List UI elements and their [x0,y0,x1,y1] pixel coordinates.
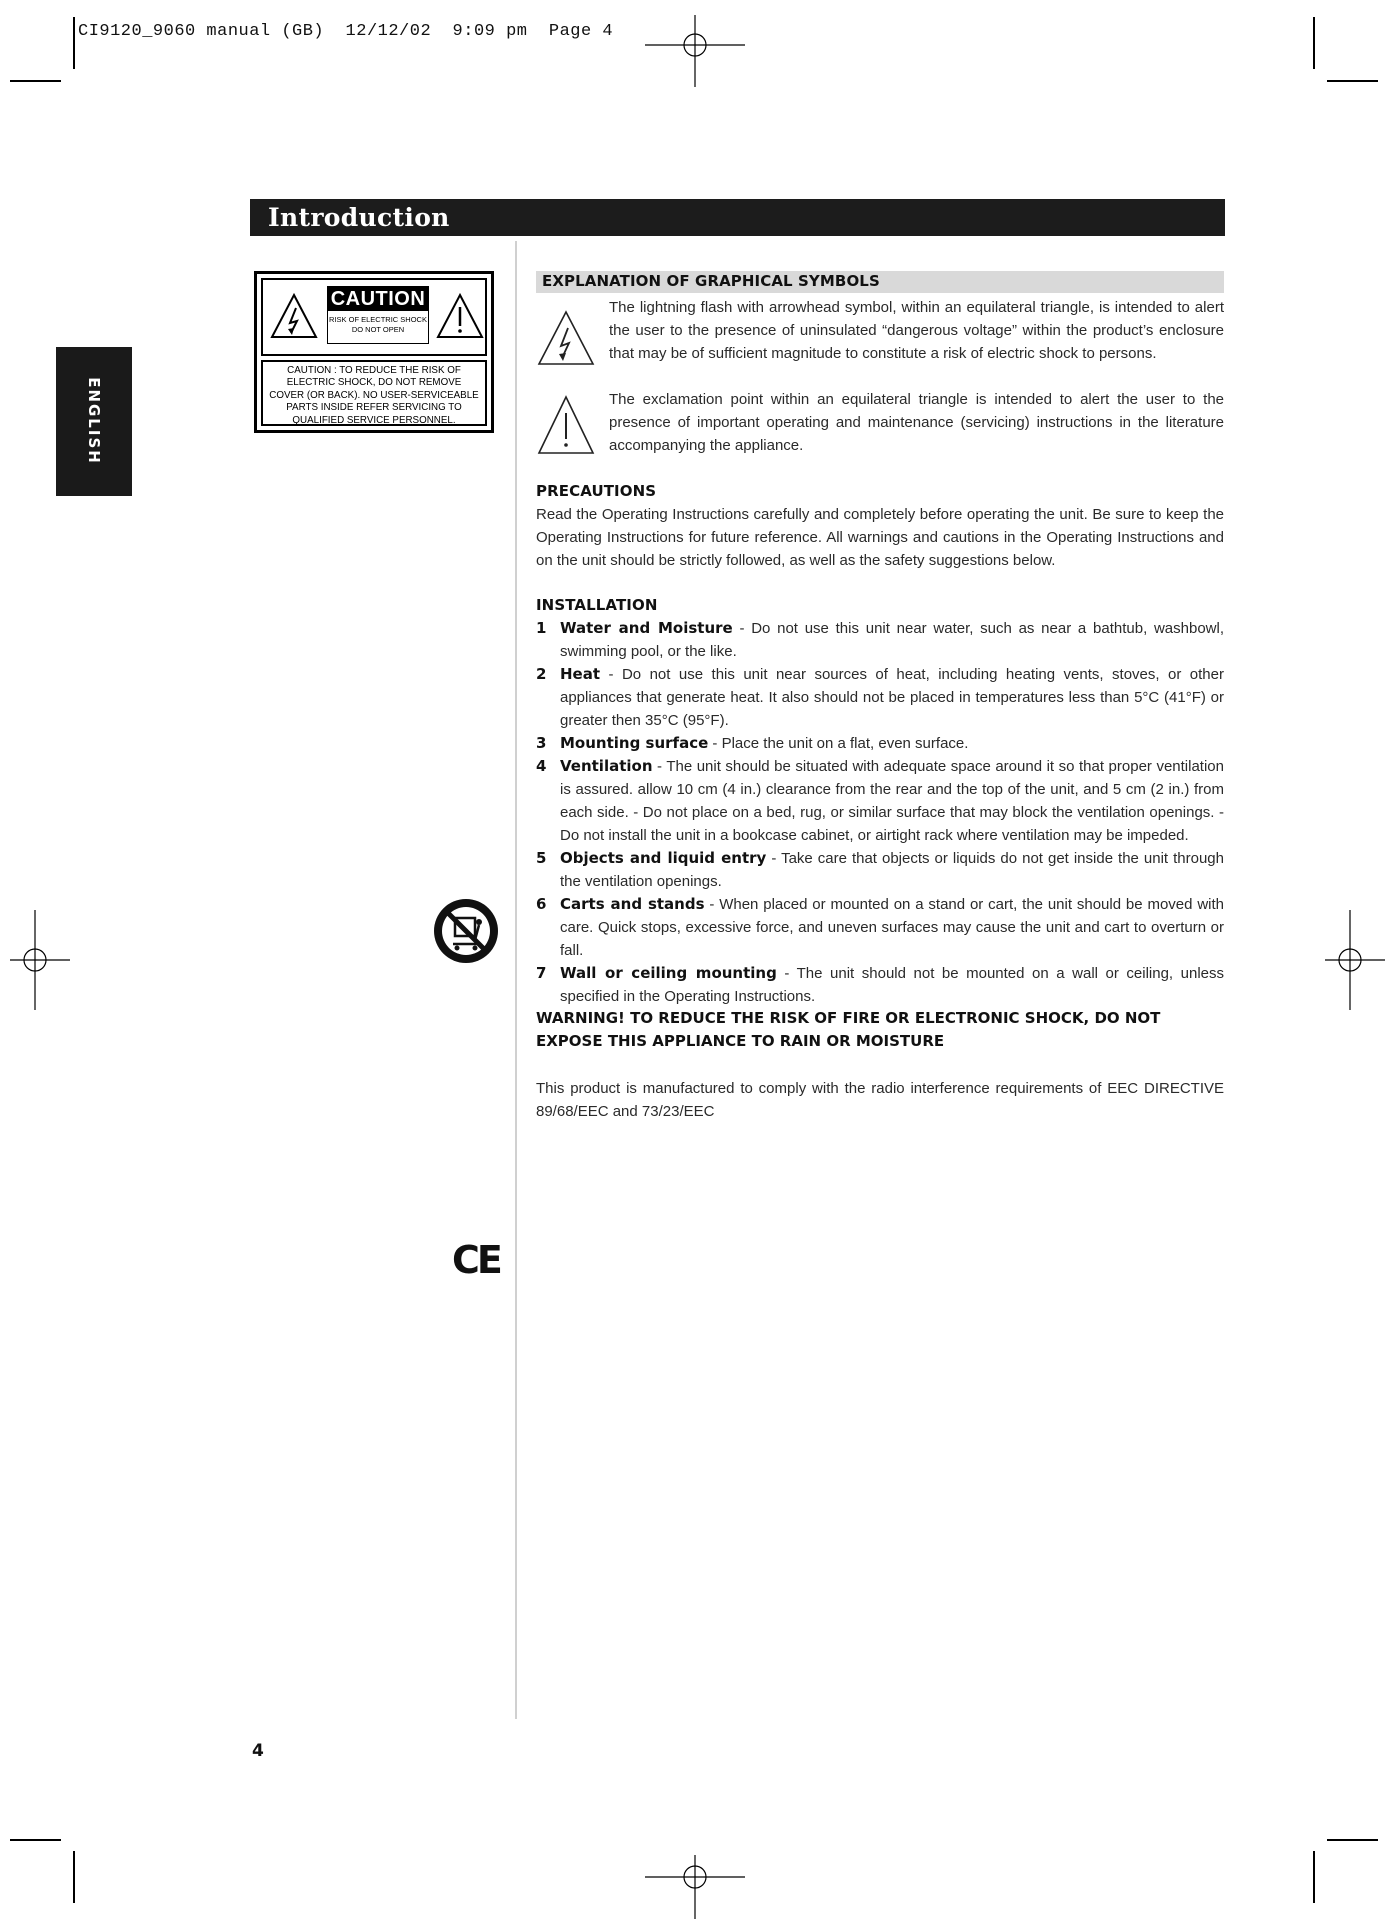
precautions-section [536,480,1224,572]
item-number: 6 [536,895,547,913]
item-text: - Do not use this unit near sources of heat, including heating vents, stoves, or other appliances that generate heat. It also should not be placed in temperatures less than 5°C (41°F) or greater then 35°C (95°F). [560,666,1224,729]
item-number: 5 [536,849,547,867]
list-item [536,962,1224,1008]
item-text: - Do not use this unit near water, such as near a bathtub, washbowl, swimming pool, or the like. [560,620,1225,660]
caution-bottom-line: COVER (OR BACK). NO USER-SERVICEABLE [269,389,479,401]
item-term: Ventilation [560,757,653,775]
exclamation-warning-icon [435,292,485,340]
item-term: Wall or ceiling mounting [560,964,777,982]
list-item [536,893,1224,962]
registration-mark-icon [645,15,745,87]
precautions-text: Read the Operating Instructions carefully and completely before operating the unit. Be sure to keep the Operating Instructions for future reference. All warnings and cautions in the Operating Instructions and on the unit should be strictly followed, as well as the safety suggestions below. [536,506,1224,569]
item-text: - Place the unit on a flat, even surface. [708,735,969,752]
item-number: 2 [536,665,547,683]
list-item [536,617,1224,663]
installation-heading: INSTALLATION [536,596,658,614]
page-number: 4 [252,1741,264,1761]
warning-text: WARNING! TO REDUCE THE RISK OF FIRE OR ELECTRONIC SHOCK, DO NOT EXPOSE THIS APPLIANCE TO RAIN OR MOISTURE [536,1009,1161,1050]
page-title: Introduction [268,203,450,232]
symbols-heading-bar [536,271,1224,293]
lightning-warning-icon [536,308,596,368]
caution-small-line-2: DO NOT OPEN [351,325,405,334]
item-term: Water and Moisture [560,619,733,637]
crop-mark-top-left-horizontal [10,80,61,82]
column-divider [515,241,517,1719]
item-text: - The unit should be situated with adequate space around it so that proper ventilation is assured. allow 10 cm (4 in.) clearance from the rear and the top of the unit, and 5 cm (2 in.) from each side. - Do not place on a bed, rug, or similar surface that may block the ventilation openings. - Do not install the unit in a bookcase cabinet, or airtight rack where ventilation may be impeded. [560,758,1224,844]
crop-mark-top-right-horizontal [1327,80,1378,82]
list-item [536,755,1224,847]
item-term: Mounting surface [560,734,709,752]
caution-bottom-line: QUALIFIED SERVICE PERSONNEL. [292,414,456,426]
language-tab-label: ENGLISH [85,377,103,465]
item-term: Objects and liquid entry [560,849,767,867]
registration-mark-icon [1325,910,1385,1010]
crop-mark-bottom-right-vertical [1313,1851,1315,1903]
cart-warning-icon [431,896,501,966]
caution-label-top [261,278,487,356]
lightning-symbol-text: The lightning flash with arrowhead symbol, within an equilateral triangle, is intended to alert the user to the presence of uninsulated “dangerous voltage” within the product’s enclosure that may be of sufficient magnitude to constitute a risk of electric shock to persons. [609,299,1224,362]
caution-label-center [327,286,429,344]
item-text: - The unit should not be mounted on a wall or ceiling, unless specified in the Operating Instructions. [560,965,1224,1005]
caution-bottom-line: ELECTRIC SHOCK, DO NOT REMOVE [286,377,462,389]
item-text: - When placed or mounted on a stand or cart, the unit should be moved with care. Quick stops, excessive force, and uneven surfaces may cause the unit and cart to overturn or fall. [560,896,1224,959]
ce-mark-icon: CE [452,1238,500,1282]
installation-section [536,594,1224,1008]
crop-mark-bottom-left-vertical [73,1851,75,1903]
caution-label [254,271,494,433]
item-number: 3 [536,734,547,752]
exclamation-warning-icon [536,393,596,457]
crop-mark-top-right-vertical [1313,17,1315,69]
list-item [536,663,1224,732]
exclamation-symbol-text: The exclamation point within an equilateral triangle is intended to alert the user to the presence of important operating and maintenance (servicing) instructions in the literature accompanying the appliance. [609,391,1224,454]
caution-label-bottom [261,360,487,426]
printer-slug: CI9120_9060 manual (GB) 12/12/02 9:09 pm Page 4 [78,22,614,41]
registration-mark-icon [10,910,70,1010]
caution-bottom-line: CAUTION : TO REDUCE THE RISK OF [287,365,461,376]
caution-word: CAUTION [328,287,428,311]
list-item [536,732,1224,755]
item-number: 4 [536,757,547,775]
language-tab [56,347,132,496]
registration-mark-icon [645,1855,745,1919]
item-number: 1 [536,619,547,637]
item-text: - Take care that objects or liquids do not get inside the unit through the ventilation openings. [560,850,1224,890]
symbols-heading: EXPLANATION OF GRAPHICAL SYMBOLS [542,272,880,290]
precautions-heading: PRECAUTIONS [536,482,657,500]
lightning-warning-icon [269,292,319,340]
item-term: Heat [560,665,601,683]
compliance-text: This product is manufactured to comply with the radio interference requirements of EEC DIRECTIVE 89/68/EEC and 73/23/EEC [536,1080,1224,1120]
item-term: Carts and stands [560,895,705,913]
installation-list [536,617,1224,1008]
crop-mark-bottom-left-horizontal [10,1839,61,1841]
item-number: 7 [536,964,547,982]
caution-bottom-line: PARTS INSIDE REFER SERVICING TO [286,402,462,414]
list-item [536,847,1224,893]
caution-small-line-1: RISK OF ELECTRIC SHOCK [329,315,427,324]
crop-mark-top-left-vertical [73,17,75,69]
crop-mark-bottom-right-horizontal [1327,1839,1378,1841]
